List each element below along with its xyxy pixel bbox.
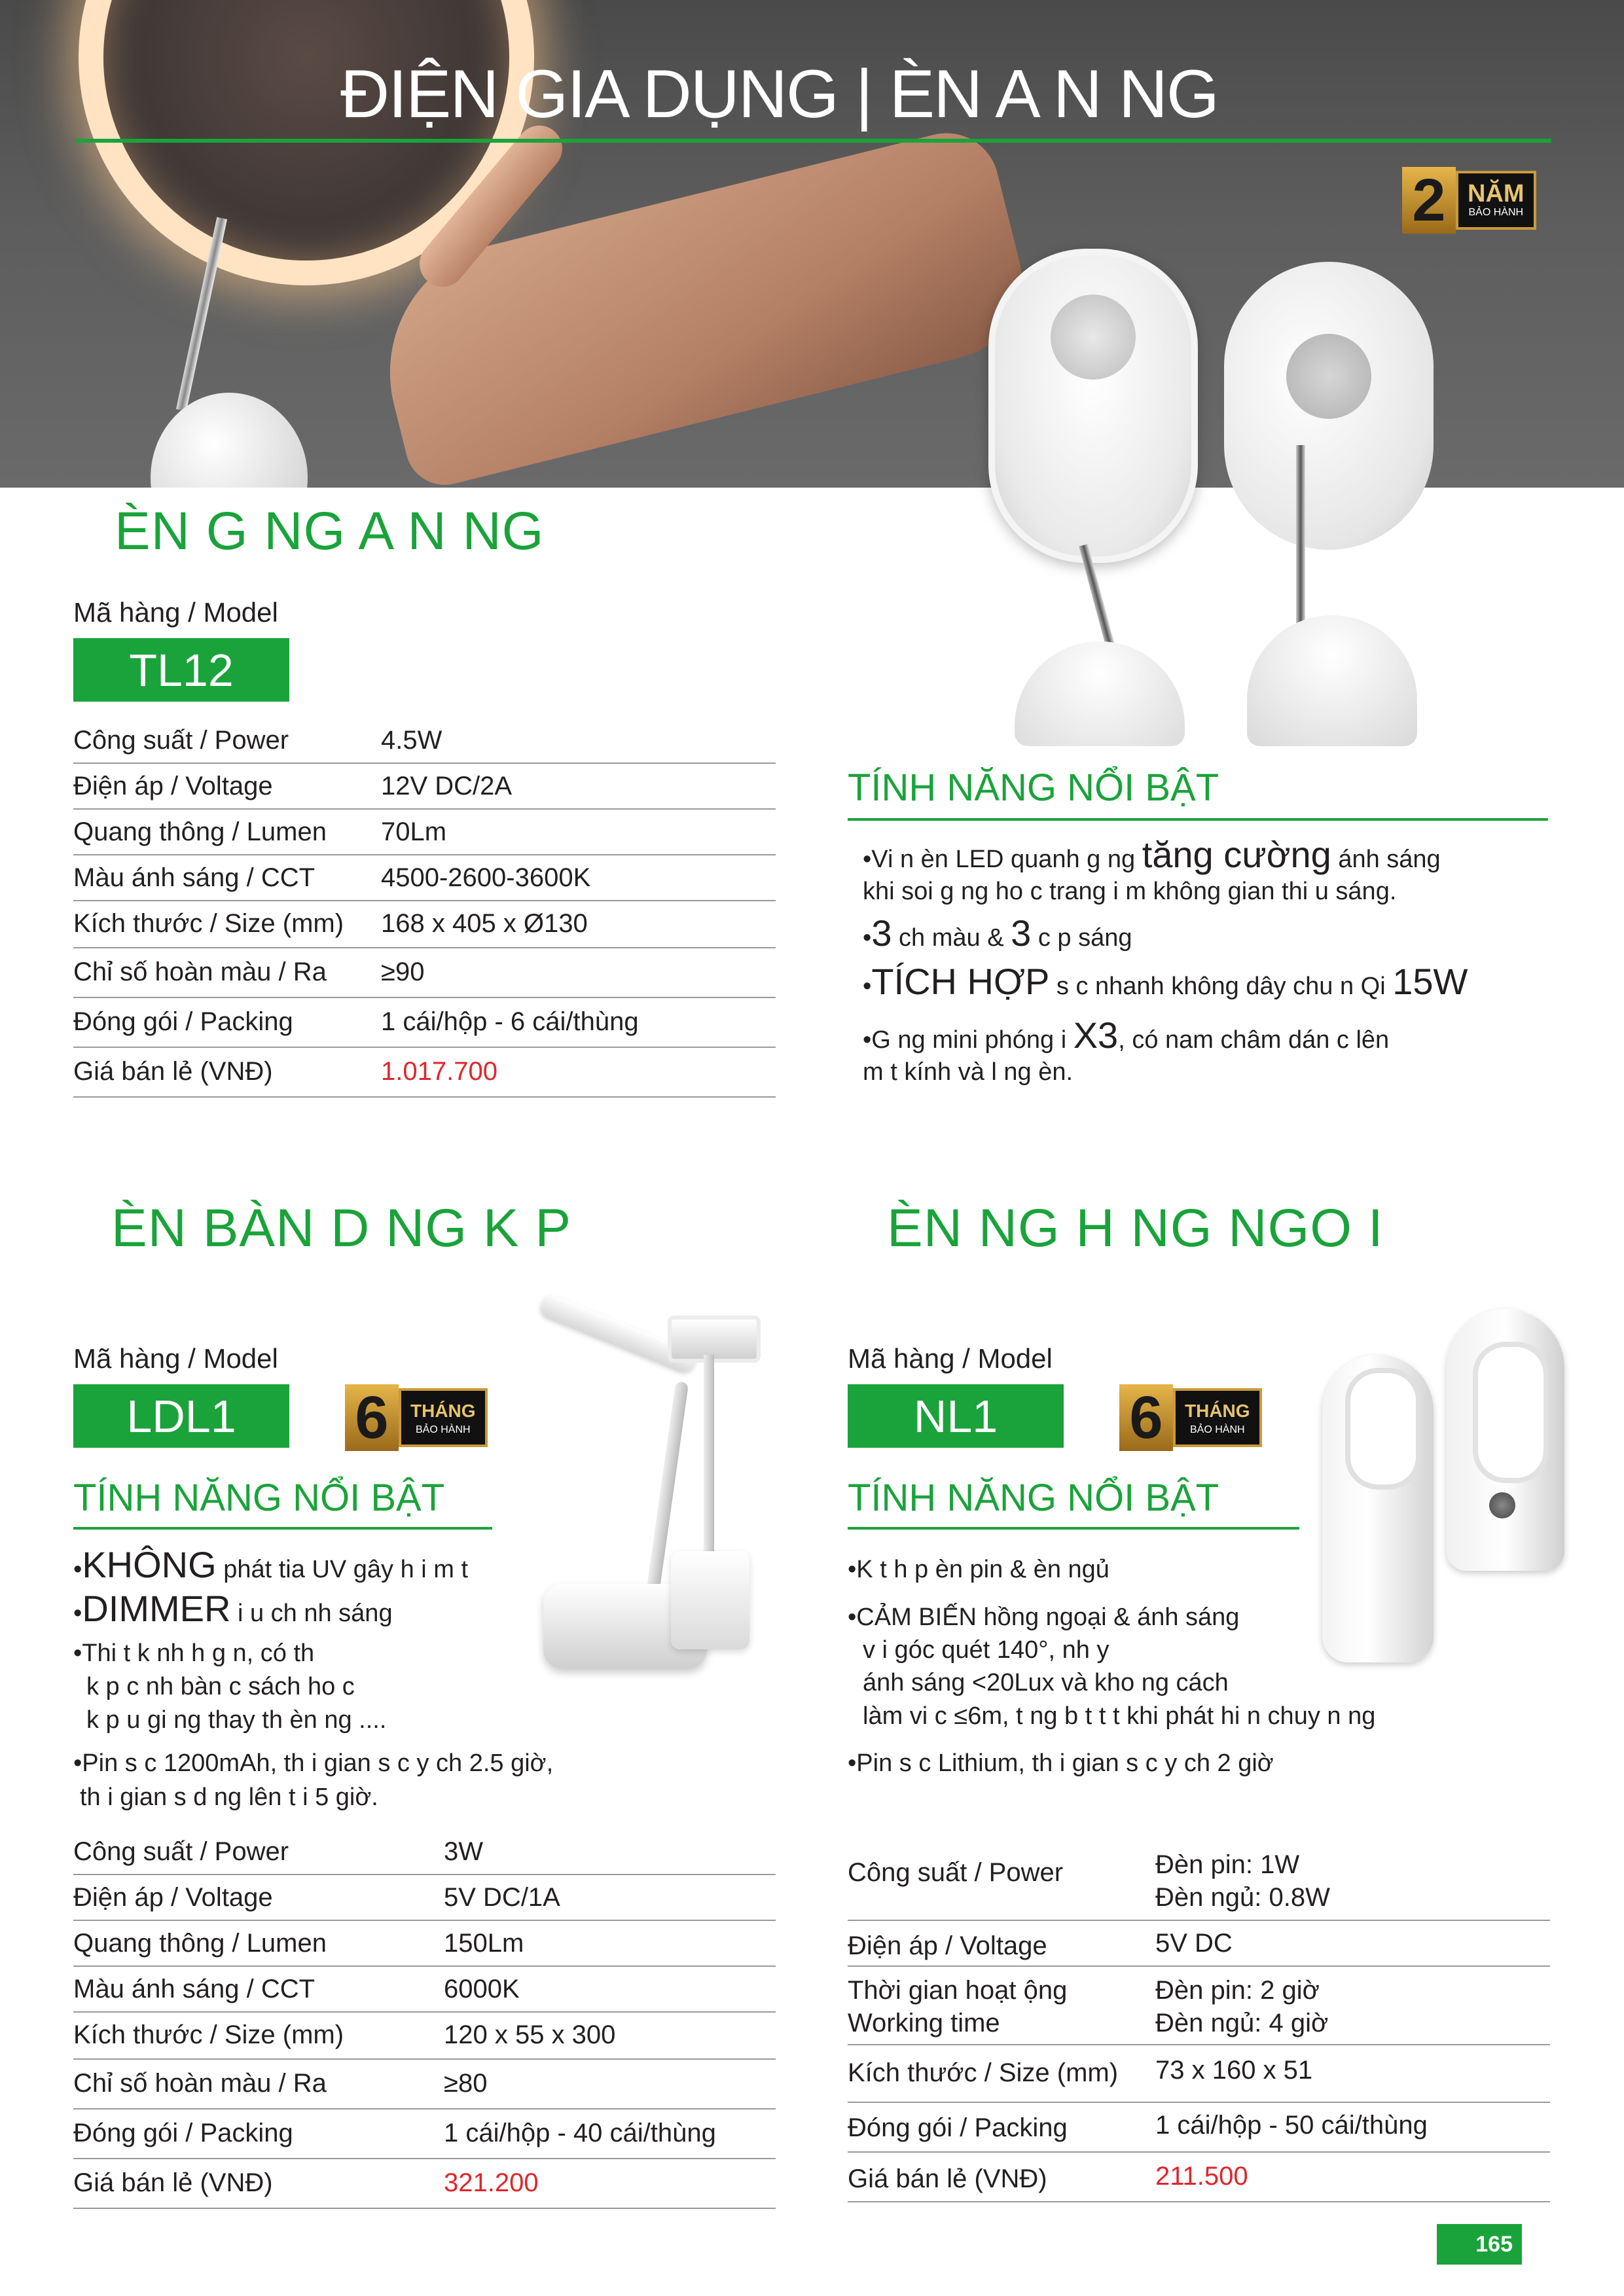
warranty-number: 6 xyxy=(1119,1384,1173,1451)
spec-key: Điện áp / Voltage xyxy=(848,1931,1047,1960)
price-value: 211.500 xyxy=(1155,2162,1248,2191)
spec-value: 73 x 160 x 51 xyxy=(1155,2056,1313,2085)
spec-value: 5V DC/1A xyxy=(444,1883,560,1912)
feature-highlight: 3 xyxy=(1011,912,1032,954)
warranty-unit: NĂM xyxy=(1468,180,1525,207)
spec-key: Màu ánh sáng / CCT xyxy=(73,1975,316,2003)
tl12-feature-4 xyxy=(863,1014,1390,1057)
spec-row xyxy=(73,1965,776,2013)
feature-text: phát tia UV gây h i m t xyxy=(216,1556,469,1583)
nl1-feature-3: •Pin s c Lithium, th i gian s c y ch 2 giờ xyxy=(848,1749,1274,1777)
spec-value: 120 x 55 x 300 xyxy=(444,2020,616,2049)
spec-row xyxy=(73,947,776,998)
spec-row xyxy=(73,1874,776,1921)
spec-row xyxy=(73,718,776,764)
price-value: 321.200 xyxy=(444,2168,539,2197)
spec-key: Kích thước / Size (mm) xyxy=(73,2020,344,2049)
spec-row xyxy=(848,2044,1550,2103)
spec-key: Giá bán lẻ (VNĐ) xyxy=(73,1057,273,1086)
spec-key: Chỉ số hoàn màu / Ra xyxy=(73,958,327,986)
feature-highlight: TÍCH HỢP xyxy=(871,961,1050,1002)
spec-value: 6000K xyxy=(444,1975,520,2003)
spec-key: Đóng gói / Packing xyxy=(73,1007,293,1036)
spec-value: 5V DC xyxy=(1155,1929,1233,1958)
page-number: 165 xyxy=(1437,2224,1522,2265)
spec-value: 1 cái/hộp - 6 cái/thùng xyxy=(381,1007,639,1036)
feature-text: s c nhanh không dây chu n Qi xyxy=(1049,973,1393,1000)
warranty-number: 2 xyxy=(1402,167,1456,234)
ldl1-feature-3-cont: k p u gi ng thay th èn ng .... xyxy=(86,1706,387,1734)
tl12-model-label: Mã hàng / Model xyxy=(73,597,278,628)
spec-row xyxy=(73,808,776,855)
feature-highlight: tăng cường xyxy=(1142,834,1331,875)
spec-row xyxy=(73,2158,776,2209)
spec-row xyxy=(848,1920,1550,1967)
ldl1-feature-3: •Thi t k nh h g n, có th xyxy=(73,1640,315,1667)
spec-key: Điện áp / Voltage xyxy=(73,1883,273,1912)
ldl1-feature-4-cont: th i gian s d ng lên t i 5 giờ. xyxy=(80,1784,378,1811)
warranty-unit: THÁNG xyxy=(1185,1401,1250,1421)
feature-highlight: X3 xyxy=(1073,1014,1119,1056)
feature-highlight: DIMMER xyxy=(82,1588,231,1629)
nl1-features-underline xyxy=(848,1527,1299,1530)
tl12-features-underline xyxy=(848,818,1548,821)
spec-key: Điện áp / Voltage xyxy=(73,772,273,800)
tl12-feature-3 xyxy=(863,961,1468,1003)
warranty-label xyxy=(1456,171,1536,230)
warranty-unit: THÁNG xyxy=(410,1401,476,1421)
spec-row xyxy=(73,1920,776,1967)
feature-text: • xyxy=(73,1556,82,1583)
spec-key: Đóng gói / Packing xyxy=(73,2119,293,2147)
spec-row xyxy=(848,2151,1550,2202)
spec-key: Thời gian hoạt ộng xyxy=(848,1976,1068,2005)
spec-value: 1 cái/hộp - 50 cái/thùng xyxy=(1155,2111,1428,2140)
desk-lamp-image xyxy=(537,1302,812,1689)
spec-value: 4.5W xyxy=(381,726,442,755)
ldl1-section-title: ÈN BÀN D NG K P xyxy=(111,1198,572,1258)
feature-text: •Vi n èn LED quanh g ng xyxy=(863,846,1142,873)
ldl1-features-underline xyxy=(73,1527,492,1530)
spec-key: Kích thước / Size (mm) xyxy=(73,909,344,938)
title-underline xyxy=(75,139,1551,143)
warranty-sub: BẢO HÀNH xyxy=(1189,1424,1245,1435)
tl12-feature-2 xyxy=(863,912,1132,955)
ldl1-feature-3-cont: k p c nh bàn c sách ho c xyxy=(86,1673,355,1700)
ldl1-model-label: Mã hàng / Model xyxy=(73,1343,278,1374)
nl1-feature-2-cont: ánh sáng <20Lux và kho ng cách xyxy=(863,1669,1229,1696)
price-value: 1.017.700 xyxy=(381,1057,497,1086)
spec-key: Kích thước / Size (mm) xyxy=(848,2058,1119,2087)
spec-key: Công suất / Power xyxy=(73,1837,289,1866)
spec-row xyxy=(848,1848,1550,1921)
spec-row xyxy=(73,2108,776,2159)
feature-text: •G ng mini phóng i xyxy=(863,1026,1074,1054)
spec-row xyxy=(73,997,776,1048)
spec-key: Giá bán lẻ (VNĐ) xyxy=(848,2164,1047,2193)
spec-value: ≥80 xyxy=(444,2069,488,2098)
spec-value: 4500-2600-3600K xyxy=(381,863,591,892)
ldl1-feature-1 xyxy=(73,1544,469,1587)
spec-value: 12V DC/2A xyxy=(381,772,513,800)
feature-text: ch màu & xyxy=(892,924,1011,952)
feature-text: c p sáng xyxy=(1031,924,1132,952)
spec-key: Giá bán lẻ (VNĐ) xyxy=(73,2168,273,2197)
spec-row xyxy=(73,854,776,901)
feature-text: ánh sáng xyxy=(1331,846,1441,873)
feature-text: • xyxy=(863,924,872,952)
spec-value: 150Lm xyxy=(444,1929,524,1958)
spec-value: Đèn ngủ: 0.8W xyxy=(1155,1883,1330,1912)
spec-key: Chỉ số hoàn màu / Ra xyxy=(73,2069,327,2098)
spec-row xyxy=(73,2058,776,2109)
spec-value: Đèn ngủ: 4 giờ xyxy=(1155,2009,1329,2037)
warranty-badge-6-month xyxy=(345,1384,488,1451)
spec-key: Đóng gói / Packing xyxy=(848,2113,1068,2142)
spec-key: Công suất / Power xyxy=(848,1858,1064,1887)
spec-key: Quang thông / Lumen xyxy=(73,1929,327,1958)
ldl1-feature-2 xyxy=(73,1588,393,1630)
warranty-label xyxy=(1173,1388,1262,1447)
warranty-badge-6-month xyxy=(1119,1384,1262,1451)
feature-text: i u ch nh sáng xyxy=(230,1600,393,1627)
spec-value: 1 cái/hộp - 40 cái/thùng xyxy=(444,2119,716,2147)
tl12-section-title: ÈN G NG A N NG xyxy=(115,501,545,561)
spec-row xyxy=(73,1828,776,1875)
feature-text: • xyxy=(863,973,872,1000)
warranty-number: 6 xyxy=(345,1384,399,1451)
nl1-feature-2-cont: làm vi c ≤6m, t ng b t t t khi phát hi n chuy n ng xyxy=(863,1702,1376,1730)
spec-value: Đèn pin: 2 giờ xyxy=(1155,1976,1320,2005)
feature-text: • xyxy=(73,1600,82,1627)
nl1-feature-1: •K t h p èn pin & èn ngủ xyxy=(848,1556,1110,1583)
night-light-image xyxy=(1316,1302,1571,1682)
tl12-model-box: TL12 xyxy=(73,638,289,702)
ldl1-features-title: TÍNH NĂNG NỔI BẬT xyxy=(73,1477,445,1519)
spec-row xyxy=(848,2102,1550,2153)
spec-value: Đèn pin: 1W xyxy=(1155,1850,1300,1879)
nl1-model-label: Mã hàng / Model xyxy=(848,1343,1053,1374)
warranty-badge-2-year xyxy=(1402,167,1536,234)
spec-row xyxy=(73,900,776,948)
ldl1-feature-4: •Pin s c 1200mAh, th i gian s c y ch 2.5 giờ, xyxy=(73,1749,554,1777)
spec-row xyxy=(848,1965,1550,2045)
tl12-features-title: TÍNH NĂNG NỔI BẬT xyxy=(848,766,1219,809)
spec-value: 168 x 405 x Ø130 xyxy=(381,909,588,938)
tl12-feature-1 xyxy=(863,834,1441,876)
feature-highlight: 15W xyxy=(1392,961,1468,1002)
spec-row xyxy=(73,1047,776,1098)
spec-key: Màu ánh sáng / CCT xyxy=(73,863,316,892)
spec-value: 70Lm xyxy=(381,817,447,846)
nl1-features-title: TÍNH NĂNG NỔI BẬT xyxy=(848,1477,1219,1519)
spec-row xyxy=(73,762,776,810)
feature-text: , có nam châm dán c lên xyxy=(1118,1026,1390,1054)
warranty-sub: BẢO HÀNH xyxy=(1468,207,1524,218)
spec-key: Quang thông / Lumen xyxy=(73,817,327,846)
spec-key: Working time xyxy=(848,2009,1000,2037)
nl1-section-title: ÈN NG H NG NGO I xyxy=(887,1198,1384,1258)
feature-highlight: 3 xyxy=(871,912,892,954)
mirror-base xyxy=(151,393,308,488)
warranty-label xyxy=(399,1388,488,1447)
mirror-lamp-image xyxy=(988,249,1447,746)
nl1-model-box: NL1 xyxy=(848,1384,1064,1448)
spec-row xyxy=(73,2011,776,2060)
feature-highlight: KHÔNG xyxy=(82,1544,217,1585)
tl12-feature-4-cont: m t kính và l ng èn. xyxy=(863,1058,1074,1086)
spec-value: ≥90 xyxy=(381,958,425,986)
nl1-feature-2: •CẢM BIẾN hồng ngoại & ánh sáng xyxy=(848,1604,1240,1631)
tl12-feature-1-cont: khi soi g ng ho c trang i m không gian thi u sáng. xyxy=(863,878,1397,905)
nl1-feature-2-cont: v i góc quét 140°, nh y xyxy=(863,1636,1110,1664)
ldl1-model-box: LDL1 xyxy=(73,1384,289,1448)
page-title: ĐIỆN GIA DỤNG | ÈN A N NG xyxy=(340,56,1218,132)
spec-key: Công suất / Power xyxy=(73,726,289,755)
spec-value: 3W xyxy=(444,1837,483,1866)
warranty-sub: BẢO HÀNH xyxy=(415,1424,471,1435)
